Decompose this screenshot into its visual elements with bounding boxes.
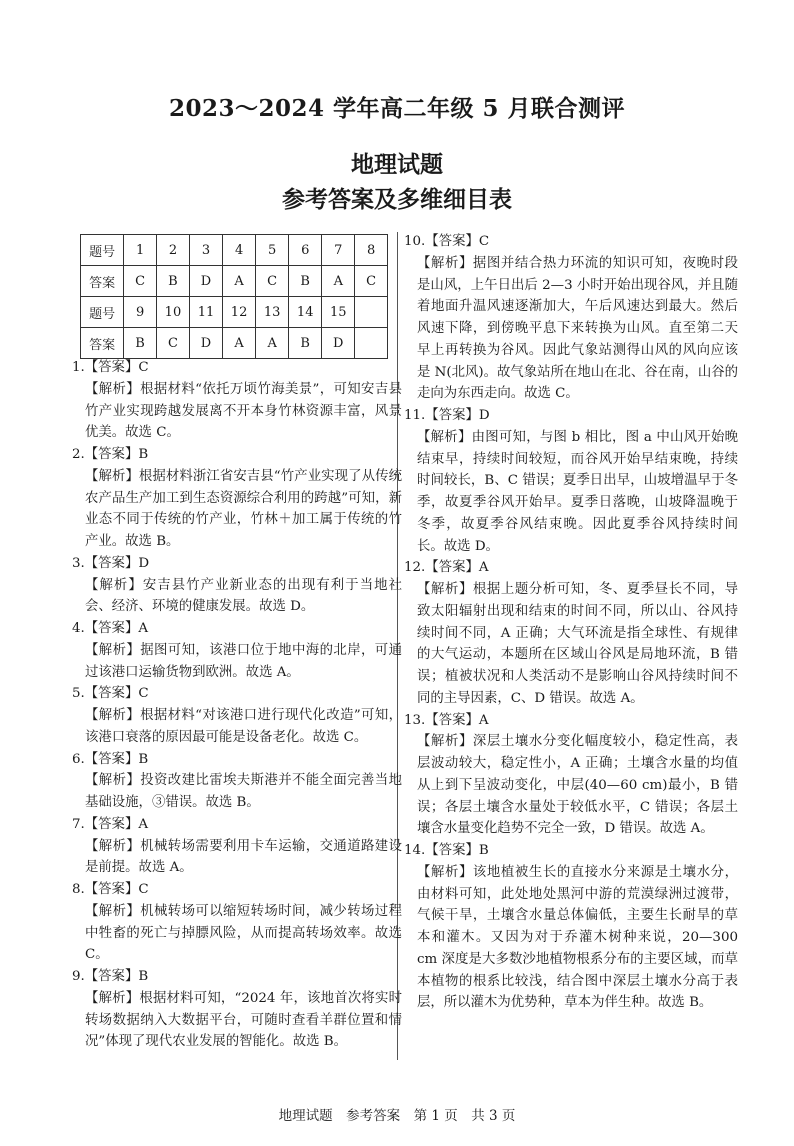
answer-line: 9.【答案】B <box>72 969 149 984</box>
table-cell: 2 <box>156 235 189 266</box>
table-cell: 7 <box>322 235 355 266</box>
table-cell: B <box>124 328 157 359</box>
answer-line: 1.【答案】C <box>72 360 149 375</box>
table-cell: 题号 <box>81 235 124 266</box>
document-subtitle: 参考答案及多维细目表 <box>282 187 512 213</box>
question-item <box>72 553 402 618</box>
answer-line: 7.【答案】A <box>72 816 149 832</box>
table-cell: 答案 <box>81 266 124 297</box>
answer-line: 6.【答案】B <box>72 751 149 767</box>
explanation: 【解析】根据材料“对该港口进行现代化改造”可知，该港口衰落的原因最可能是设备老化。故选 C。 <box>85 708 402 745</box>
explanation: 【解析】根据上题分析可知，冬、夏季昼长不同，导致太阳辐射出现和结束的时间不同，所以山、谷风持续时间不同，A 正确；大气环流是指全球性、有规律的大气运动，本题所在区域山谷风是局地环流，B 错误；植被状况和人类活动不是影响山谷风持续时间不同的主导因素，C、D 错误。故选 A。 <box>417 582 738 706</box>
explanation: 【解析】深层土壤水分变化幅度较小，稳定性高，表层波动较大，稳定性小，A 正确；土壤含水量的均值从上到下呈波动变化，中层(40—60 cm)最小，B 错误；各层土壤含水量处于较低水平，C 错误；各层土壤含水量变化趋势不完全一致，D 错误。故选 A。 <box>417 734 738 837</box>
table-cell: 5 <box>256 235 289 266</box>
question-item <box>72 357 402 444</box>
table-cell: A <box>322 266 355 297</box>
table-cell: 答案 <box>81 328 124 359</box>
question-item <box>72 444 402 553</box>
explanation: 【解析】据图可知，该港口位于地中海的北岸，可通过该港口运输货物到欧洲。故选 A。 <box>85 642 402 680</box>
question-item <box>72 966 402 1053</box>
explanation: 【解析】由图可知，与图 b 相比，图 a 中山风开始晚结束早，持续时间较短，而谷风开始早结束晚，持续时间较长，B、C 错误；夏季日出早，山坡增温早于冬季，故夏季谷风开始早。夏季日落晚，山坡降温晚于冬季，故夏季谷风结束晚。因此夏季谷风持续时间长。故选 D。 <box>417 429 738 554</box>
explanation: 【解析】根据材料可知，“2024 年，该地首次将实时转场数据纳入大数据平台，可随时查看羊群位置和情况”体现了现代农业发展的智能化。故选 B。 <box>85 990 402 1050</box>
answer-line: 12.【答案】A <box>404 560 489 576</box>
table-cell <box>355 328 388 359</box>
table-cell: 15 <box>322 297 355 328</box>
right-column <box>404 231 738 1014</box>
table-cell: 题号 <box>81 297 124 328</box>
table-cell: D <box>189 328 222 359</box>
answer-line: 10.【答案】C <box>404 234 490 249</box>
table-cell: 13 <box>256 297 289 328</box>
table-cell: D <box>322 328 355 359</box>
question-item <box>404 710 738 841</box>
page-footer: 地理试题 参考答案 第 1 页 共 3 页 <box>278 1108 516 1124</box>
table-row <box>81 297 388 328</box>
answer-line: 5.【答案】C <box>72 686 149 702</box>
table-cell: 6 <box>289 235 322 266</box>
explanation: 【解析】根据材料浙江省安吉县“竹产业实现了从传统农产品生产加工到生态资源综合利用的跨越”可知，新业态不同于传统的竹产业，竹林＋加工属于传统的竹产业。故选 B。 <box>85 468 402 549</box>
question-item <box>404 405 738 557</box>
table-cell <box>355 297 388 328</box>
table-cell: 1 <box>124 235 157 266</box>
subject-title: 地理试题 <box>351 152 443 178</box>
left-column <box>72 357 402 1053</box>
table-cell: 12 <box>223 297 256 328</box>
explanation: 【解析】据图并结合热力环流的知识可知，夜晚时段是山风，上午日出后 2—3 小时开始出现谷风，并且随着地面升温风速逐渐加大，午后风速达到最大。然后风速下降，到傍晚平息下来转换为山风。直至第二天早上再转换为谷风。因此气象站测得山风的风向应该是 N(北风)。故气象站所在地山在北、谷在南，山谷的走向为东西走向。故选 C。 <box>417 255 739 402</box>
question-item <box>72 683 402 748</box>
answer-line: 13.【答案】A <box>404 712 489 728</box>
table-row <box>81 235 388 266</box>
answer-line: 11.【答案】D <box>404 408 490 423</box>
table-cell: B <box>156 266 189 297</box>
table-cell: 3 <box>189 235 222 266</box>
table-cell: D <box>189 266 222 297</box>
table-cell: 9 <box>124 297 157 328</box>
question-item <box>72 749 402 814</box>
table-cell: B <box>289 328 322 359</box>
table-cell: A <box>223 328 256 359</box>
table-cell: 11 <box>189 297 222 328</box>
table-cell: 14 <box>289 297 322 328</box>
table-cell: C <box>124 266 157 297</box>
table-cell: C <box>355 266 388 297</box>
table-cell: 10 <box>156 297 189 328</box>
table-cell: C <box>256 266 289 297</box>
answer-line: 4.【答案】A <box>72 621 149 636</box>
answer-line: 14.【答案】B <box>404 843 489 858</box>
explanation: 【解析】安吉县竹产业新业态的出现有利于当地社会、经济、环境的健康发展。故选 D。 <box>85 577 402 615</box>
question-item <box>404 840 738 1014</box>
question-item <box>72 814 402 879</box>
answer-line: 8.【答案】C <box>72 882 149 897</box>
table-cell: B <box>289 266 322 297</box>
explanation: 【解析】根据材料“依托万顷竹海美景”，可知安吉县竹产业实现跨越发展离不开本身竹林资源丰富，风景优美。故选 C。 <box>85 381 402 441</box>
explanation: 【解析】投资改建比雷埃夫斯港并不能全面完善当地基础设施，③错误。故选 B。 <box>85 773 402 810</box>
question-item <box>72 879 402 966</box>
question-item <box>404 557 738 709</box>
table-cell: A <box>256 328 289 359</box>
table-cell: A <box>223 266 256 297</box>
table-cell: C <box>156 328 189 359</box>
table-cell: 8 <box>355 235 388 266</box>
table-row <box>81 266 388 297</box>
explanation: 【解析】机械转场可以缩短转场时间，减少转场过程中牲畜的死亡与掉膘风险，从而提高转场效率。故选 C。 <box>85 903 402 963</box>
question-item <box>404 231 738 405</box>
answer-line: 2.【答案】B <box>72 447 149 462</box>
table-cell: 4 <box>223 235 256 266</box>
page-title: 2023～2024 学年高二年级 5 月联合测评 <box>168 95 626 122</box>
question-item <box>72 618 402 683</box>
explanation: 【解析】机械转场需要利用卡车运输，交通道路建设是前提。故选 A。 <box>85 838 402 876</box>
answer-line: 3.【答案】D <box>72 555 150 571</box>
table-row <box>81 328 388 359</box>
answer-table <box>80 234 388 359</box>
explanation: 【解析】该地植被生长的直接水分来源是土壤水分，由材料可知，此处地处黑河中游的荒漠绿洲过渡带，气候干旱，土壤含水量总体偏低，主要生长耐旱的草本和灌木。又因为对于乔灌木树种来说，20—300 cm 深度是大多数沙地植物根系分布的主要区域，而草本植物的根系比较浅，结合图中深层土壤水分高于表层，所以灌木为优势种，草本为伴生种。故选 B。 <box>417 864 738 1011</box>
